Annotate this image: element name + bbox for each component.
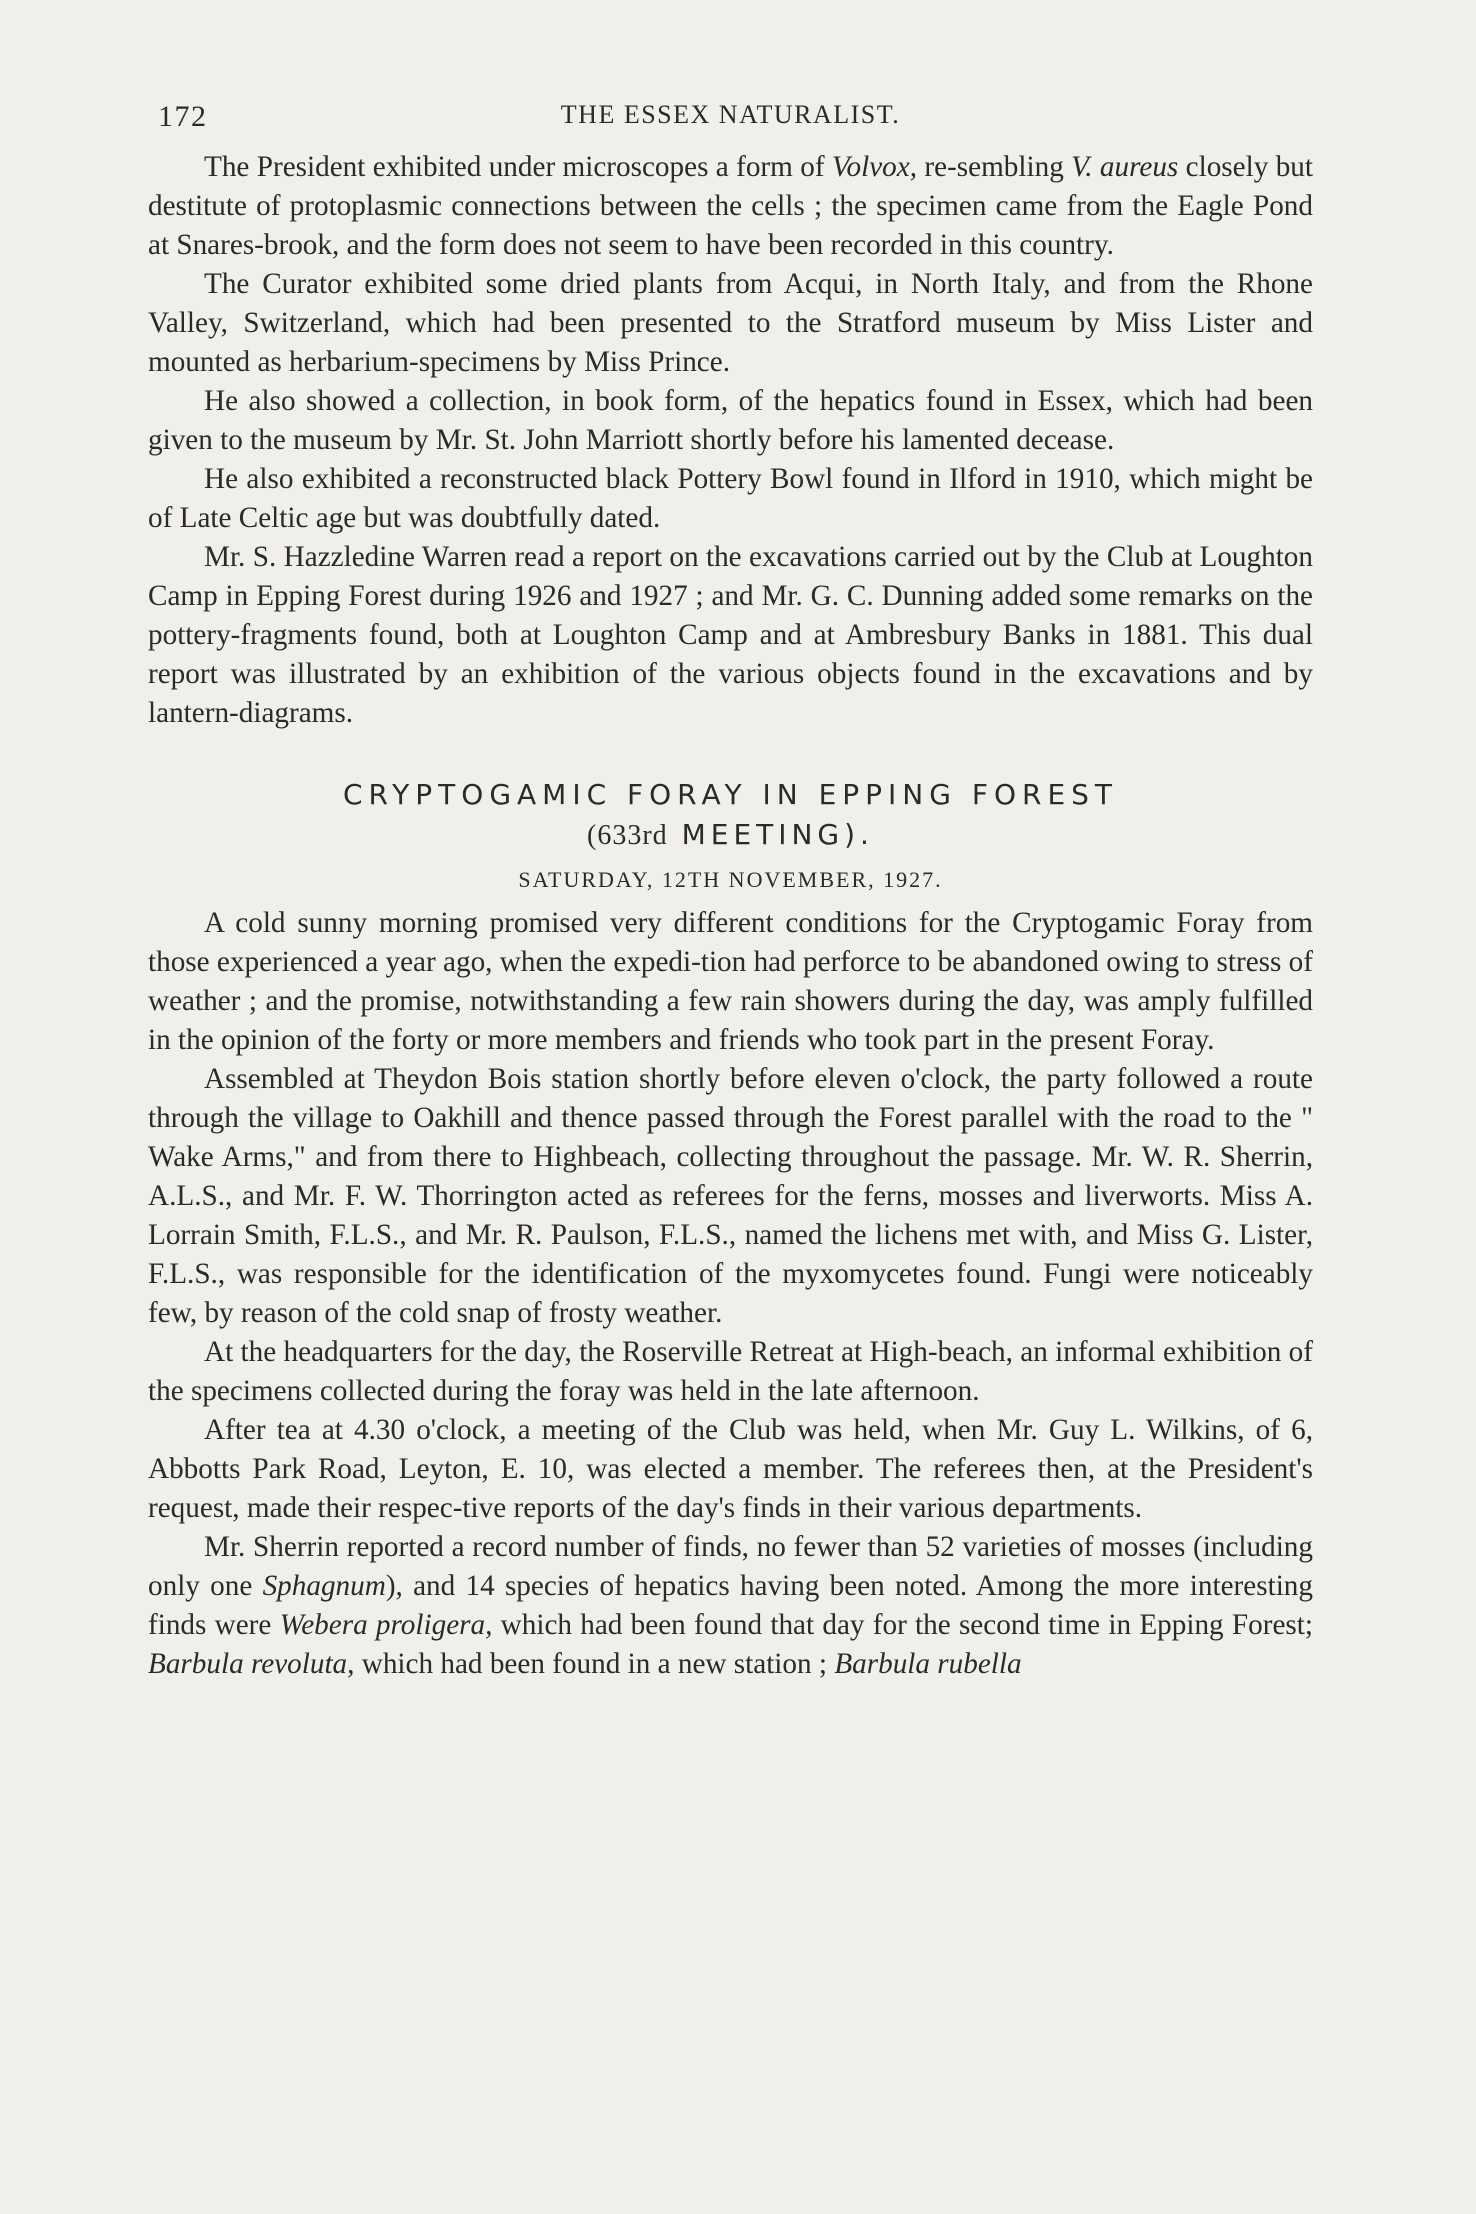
text-run: Mr. Sherrin reported a record number of finds, no fewer than 52 varieties of mosses (including only one bbox=[148, 1531, 1313, 1602]
text-run: ), and 14 species of hepatics having been noted. Among the more interesting finds were bbox=[148, 1570, 1313, 1641]
italic-species-name: Volvox, bbox=[831, 151, 918, 183]
section-subheading bbox=[148, 815, 1313, 856]
paragraph-curator-exhibit: The Curator exhibited some dried plants from Acqui, in North Italy, and from the Rhone Valley, Switzerland, which had been presented to the Stratford museum by Miss Lister and mounted as herbarium-specimens by Miss Prince. bbox=[148, 268, 1313, 378]
text-run: re-sembling bbox=[917, 151, 1072, 183]
paragraph-president-exhibit bbox=[148, 148, 1313, 265]
text-run: which had been found that day for the second time in Epping Forest; bbox=[492, 1609, 1313, 1641]
paragraph-hepatics-collection: He also showed a collection, in book form, of the hepatics found in Essex, which had been given to the museum by Mr. St. John Marriott shortly before his lamented decease. bbox=[148, 385, 1313, 456]
italic-species-name: Barbula rubella bbox=[834, 1648, 1022, 1680]
paragraph-sherrin-report bbox=[148, 1528, 1313, 1684]
paragraph-excavation-report: Mr. S. Hazzledine Warren read a report on the excavations carried out by the Club at Loughton Camp in Epping Forest during 1926 and 1927 ; and Mr. G. C. Dunning added some remarks on the pottery-fragments found, both at Loughton Camp and at Ambresbury Banks in 1881. This dual report was illustrated by an exhibition of the various objects found in the excavations and by lantern-diagrams. bbox=[148, 541, 1313, 729]
paragraph-meeting: After tea at 4.30 o'clock, a meeting of the Club was held, when Mr. Guy L. Wilkins, of 6, Abbotts Park Road, Leyton, E. 10, was elected a member. The referees then, at the President's request, made their respec-tive reports of the day's finds in their various departments. bbox=[148, 1414, 1313, 1524]
section-dateline: SATURDAY, 12TH NOVEMBER, 1927. bbox=[518, 867, 943, 892]
meeting-label: MEETING). bbox=[667, 818, 874, 851]
meeting-number: (633rd bbox=[587, 820, 668, 851]
italic-species-name: Barbula revoluta, bbox=[148, 1648, 355, 1680]
running-head bbox=[148, 100, 1313, 148]
paragraph-foray-intro: A cold sunny morning promised very different conditions for the Cryptogamic Foray from those experienced a year ago, when the expedi-tion had perforce to be abandoned owing to stress of weather ; and the promise, notwithstanding a few rain showers during the day, was amply fulfilled in the opinion of the forty or more members and friends who took part in the present Foray. bbox=[148, 907, 1313, 1056]
text-run: The President exhibited under microscopes a form of bbox=[204, 151, 832, 183]
section-heading: CRYPTOGAMIC FORAY IN EPPING FOREST bbox=[342, 778, 1119, 811]
italic-species-name: V. aureus bbox=[1071, 151, 1179, 183]
page-number: 172 bbox=[158, 100, 208, 133]
paragraph-pottery-bowl: He also exhibited a reconstructed black Pottery Bowl found in Ilford in 1910, which might be of Late Celtic age but was doubtfully dated. bbox=[148, 463, 1313, 534]
text-run: closely but destitute of protoplasmic connections between the cells ; the specimen came from the Eagle Pond at Snares-brook, and the form does not seem to have been recorded in this country. bbox=[148, 151, 1313, 261]
journal-title: THE ESSEX NATURALIST. bbox=[560, 100, 901, 129]
text-run: which had been found in a new station ; bbox=[354, 1648, 835, 1680]
article-body bbox=[148, 148, 1313, 1684]
italic-species-name: Webera proligera, bbox=[279, 1609, 493, 1641]
paragraph-route: Assembled at Theydon Bois station shortly before eleven o'clock, the party followed a route through the village to Oakhill and thence passed through the Forest parallel with the road to the " Wake Arms," and from there to Highbeach, collecting throughout the passage. Mr. W. R. Sherrin, A.L.S., and Mr. F. W. Thorrington acted as referees for the ferns, mosses and liverworts. Miss A. Lorrain Smith, F.L.S., and Mr. R. Paulson, F.L.S., named the lichens met with, and Miss G. Lister, F.L.S., was responsible for the identification of the myxomycetes found. Fungi were noticeably few, by reason of the cold snap of frosty weather. bbox=[148, 1063, 1313, 1329]
italic-species-name: Sphagnum bbox=[262, 1570, 386, 1602]
paragraph-headquarters: At the headquarters for the day, the Roserville Retreat at High-beach, an informal exhibition of the specimens collected during the foray was held in the late afternoon. bbox=[148, 1336, 1313, 1407]
